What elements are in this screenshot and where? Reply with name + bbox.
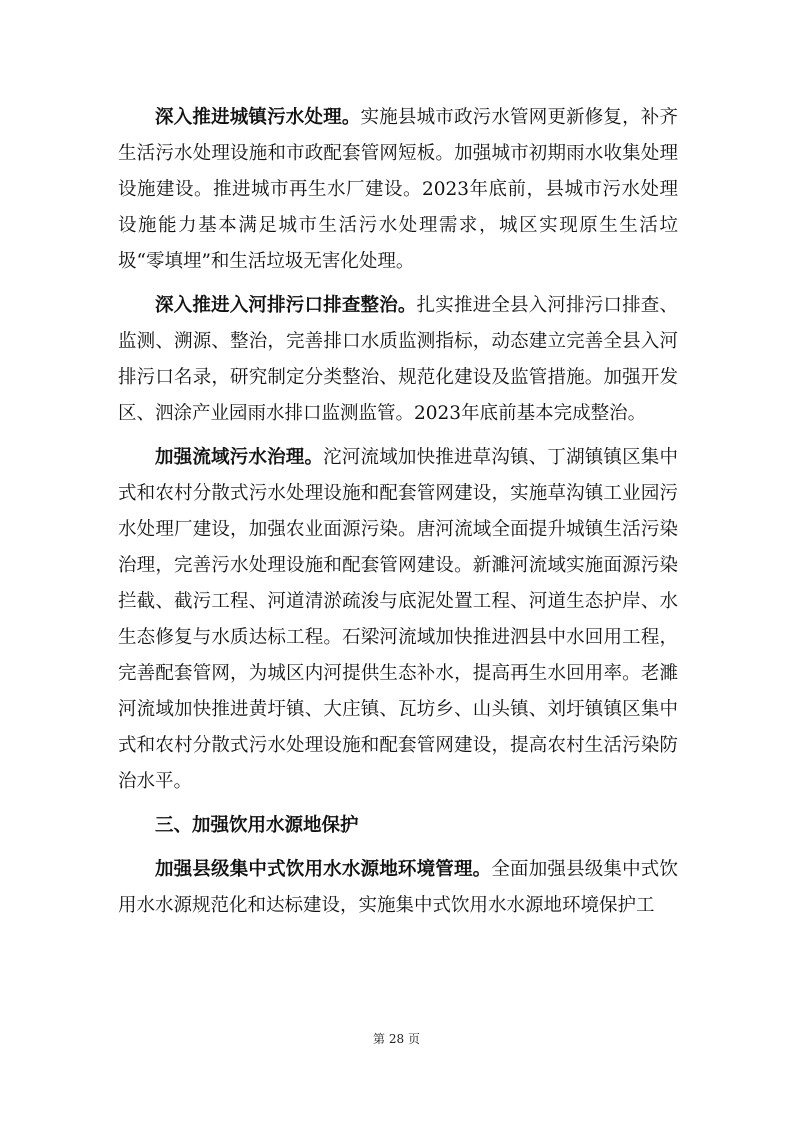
paragraph-outfall-rectification bbox=[118, 288, 678, 432]
paragraph-lead: 深入推进城镇污水处理。 bbox=[155, 107, 361, 128]
paragraph-text: 实施县城市政污水管网更新修复，补齐生活污水处理设施和市政配套管网短板。加强城市初期雨水收集处理设施建设。推进城市再生水厂建设。2023年底前，县城市污水处理设施能力基本满足城市生活污水处理需求，城区实现原生生活垃圾“零填埋”和生活垃圾无害化处理。 bbox=[118, 107, 678, 272]
paragraph-water-source bbox=[118, 852, 678, 924]
paragraph-urban-sewage bbox=[118, 100, 678, 280]
paragraph-lead: 深入推进入河排污口排查整治。 bbox=[155, 295, 417, 316]
page-number: 第 28 页 bbox=[373, 1032, 420, 1046]
paragraph-text: 扎实推进全县入河排污口排查、监测、溯源、整治，完善排口水质监测指标，动态建立完善全县入河排污口名录，研究制定分类整治、规范化建设及监管措施。加强开发区、泗涂产业园雨水排口监测监管。2023年底前基本完成整治。 bbox=[118, 295, 678, 424]
paragraph-text: 沱河流域加快推进草沟镇、丁湖镇镇区集中式和农村分散式污水处理设施和配套管网建设，实施草沟镇工业园污水处理厂建设，加强农业面源污染。唐河流域全面提升城镇生活污染治理，完善污水处理设施和配套管网建设。新濉河流域实施面源污染拦截、截污工程、河道清淤疏浚与底泥处置工程、河道生态护岸、水生态修复与水质达标工程。石梁河流域加快推进泗县中水回用工程，完善配套管网，为城区内河提供生态补水，提高再生水回用率。老濉河流域加快推进黄圩镇、大庄镇、瓦坊乡、山头镇、刘圩镇镇区集中式和农村分散式污水处理设施和配套管网建设，提高农村生活污染防治水平。 bbox=[118, 447, 678, 792]
paragraph-text: 全面加强县级集中式饮用水水源规范化和达标建设，实施集中式饮用水水源地环境保护工 bbox=[118, 859, 678, 916]
paragraph-lead: 加强县级集中式饮用水水源地环境管理。 bbox=[155, 859, 492, 880]
section-heading: 三、加强饮用水源地保护 bbox=[155, 815, 359, 836]
paragraph-basin-sewage bbox=[118, 440, 678, 800]
paragraph-lead: 加强流域污水治理。 bbox=[155, 447, 324, 468]
page-content bbox=[118, 100, 678, 932]
